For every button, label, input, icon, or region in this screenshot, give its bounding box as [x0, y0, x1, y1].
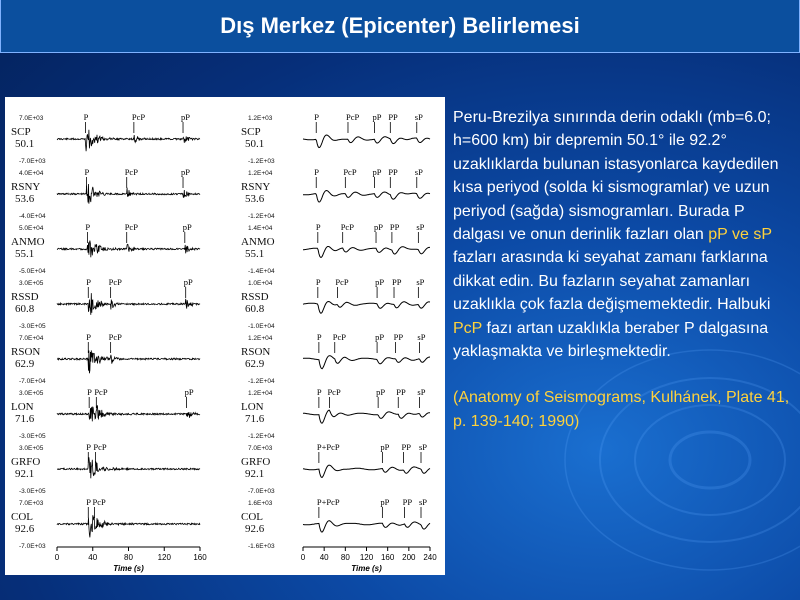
right-phase-label: P [314, 112, 319, 122]
slide-title: Dış Merkez (Epicenter) Belirlemesi [220, 13, 580, 38]
left-trace [57, 515, 200, 537]
right-axis-tick-label: 0 [300, 553, 306, 562]
left-station-code: ANMO [11, 236, 45, 248]
left-amplitude-min: -3.0E+05 [19, 323, 46, 330]
left-phase-label: pP [183, 277, 193, 287]
right-phase-label: PP [402, 497, 413, 507]
left-axis-tick-label: 40 [88, 553, 98, 562]
right-amplitude-min: -1.2E+04 [248, 213, 275, 220]
title-bar [0, 0, 800, 53]
right-axis-tick-label: 240 [423, 553, 437, 562]
left-station-code: LON [11, 401, 34, 413]
right-phase-label: P+PcP [316, 497, 340, 507]
right-amplitude-max: 1.4E+04 [248, 225, 273, 232]
left-trace [57, 293, 200, 315]
left-trace [57, 130, 200, 151]
left-phase-label: P [84, 167, 90, 177]
description-part1: Peru-Brezilya sınırında derin odaklı (mb=6.0; h=600 km) bir depremin 50.1° ile 92.2° uzaklıklarda bulunan istasyonlarca kaydedilen kısa periyod (solda ki sismogramlar) ve uzun periyod (sağda) sismogramları. Burada P dalgası ve onun derinlik fazları olan [453, 109, 779, 244]
right-trace [303, 356, 430, 369]
right-trace [303, 410, 430, 423]
left-station-distance: 62.9 [15, 358, 35, 370]
left-station-code: SCP [11, 126, 31, 138]
highlight-pcp: PcP [453, 319, 483, 337]
left-phase-label: pP [181, 112, 191, 122]
right-phase-label: sP [416, 277, 425, 287]
citation: (Anatomy of Seismograms, Kulhánek, Plate 41, p. 139-140; 1990) [453, 389, 790, 430]
highlight-pp-sp: pP ve sP [708, 226, 772, 244]
right-trace [303, 247, 430, 258]
right-amplitude-max: 1.2E+03 [248, 115, 273, 122]
left-station-code: GRFO [11, 456, 41, 468]
right-phase-label: PP [388, 167, 398, 177]
left-phase-label: P [86, 497, 92, 507]
left-phase-label: PcP [108, 332, 122, 342]
left-station-distance: 53.6 [15, 193, 35, 205]
description-text [453, 106, 795, 363]
left-station-code: COL [11, 511, 33, 523]
left-station-distance: 55.1 [15, 248, 35, 260]
right-phase-label: sP [416, 222, 425, 232]
left-amplitude-max: 7.0E+03 [19, 500, 44, 507]
right-trace [303, 135, 430, 148]
left-amplitude-max: 4.0E+04 [19, 170, 44, 177]
right-phase-label: pP [380, 442, 390, 452]
left-phase-label: P [86, 332, 92, 342]
right-phase-label: pP [374, 222, 384, 232]
right-phase-label: PcP [345, 112, 360, 122]
left-amplitude-max: 7.0E+04 [19, 335, 44, 342]
left-phase-label: P [85, 222, 91, 232]
left-phase-label: pP [181, 167, 191, 177]
right-phase-label: PP [392, 277, 402, 287]
left-trace [57, 350, 200, 373]
left-amplitude-min: -5.0E+04 [19, 268, 46, 275]
left-phase-label: P [83, 112, 89, 122]
right-station-code: SCP [241, 126, 261, 138]
right-axis-tick-label: 160 [380, 553, 395, 562]
right-trace [303, 465, 430, 477]
right-station-code: RSNY [241, 181, 271, 193]
left-time-axis-label: Time (s) [113, 564, 144, 573]
right-amplitude-min: -1.4E+04 [248, 268, 275, 275]
right-station-code: COL [241, 511, 263, 523]
left-amplitude-min: -3.0E+05 [19, 488, 46, 495]
left-amplitude-max: 3.0E+05 [19, 390, 44, 397]
left-axis-tick-label: 0 [54, 553, 60, 562]
right-amplitude-max: 1.2E+04 [248, 390, 273, 397]
right-amplitude-min: -1.2E+03 [248, 158, 275, 165]
right-phase-label: pP [375, 277, 385, 287]
description-part2: fazları arasında ki seyahat zamanı farklarına dikkat edin. Bu fazların seyahat zamanları uzaklıkla çok fazla değişmemektedir. Halbuki [453, 249, 771, 314]
right-station-code: RSON [241, 346, 271, 358]
right-phase-label: PP [401, 442, 412, 452]
right-phase-label: P+PcP [316, 442, 340, 452]
left-amplitude-min: -7.0E+04 [19, 378, 46, 385]
right-amplitude-max: 7.0E+03 [248, 445, 273, 452]
right-phase-label: sP [419, 442, 428, 452]
right-trace [303, 521, 430, 532]
description-part3: fazı artan uzaklıkla beraber P dalgasına yaklaşmakta ve birleşmektedir. [453, 319, 769, 361]
right-phase-label: sP [414, 112, 423, 122]
right-station-distance: 50.1 [245, 138, 265, 150]
left-phase-label: PcP [124, 167, 138, 177]
right-amplitude-min: -1.2E+04 [248, 378, 275, 385]
right-phase-label: PcP [340, 222, 354, 232]
right-phase-label: PcP [343, 167, 357, 177]
left-phase-label: PcP [124, 222, 138, 232]
left-trace [57, 457, 200, 478]
right-phase-label: P [315, 277, 321, 287]
right-trace [303, 191, 430, 203]
seismogram-plot [5, 97, 445, 575]
left-amplitude-max: 3.0E+05 [19, 280, 44, 287]
left-phase-label: pP [182, 222, 192, 232]
left-station-distance: 71.6 [15, 413, 35, 425]
right-station-distance: 71.6 [245, 413, 265, 425]
right-phase-label: sP [414, 167, 423, 177]
right-phase-label: pP [380, 497, 390, 507]
right-phase-label: P [316, 332, 322, 342]
left-phase-label: P [86, 442, 92, 452]
right-phase-label: pP [375, 332, 385, 342]
right-station-code: RSSD [241, 291, 269, 303]
left-phase-label: P [87, 387, 92, 397]
seismogram-figure [5, 97, 445, 575]
left-station-distance: 50.1 [15, 138, 35, 150]
right-axis-tick-label: 40 [319, 553, 329, 562]
right-phase-label: P [316, 387, 322, 397]
right-phase-label: sP [417, 332, 426, 342]
right-trace [303, 302, 430, 314]
right-phase-label: P [314, 167, 319, 177]
left-trace [57, 406, 200, 422]
right-phase-label: pP [376, 387, 386, 397]
right-station-distance: 92.6 [245, 523, 265, 535]
right-amplitude-max: 1.0E+04 [248, 280, 273, 287]
right-phase-label: PP [396, 387, 406, 397]
left-station-code: RSSD [11, 291, 39, 303]
left-phase-label: PcP [92, 497, 106, 507]
right-station-distance: 92.1 [245, 468, 265, 480]
right-phase-label: PP [393, 332, 404, 342]
left-trace [57, 241, 200, 258]
left-phase-label: PcP [94, 387, 108, 397]
right-station-distance: 62.9 [245, 358, 265, 370]
left-amplitude-min: -7.0E+03 [19, 543, 46, 550]
right-phase-label: pP [372, 167, 382, 177]
right-phase-label: PP [389, 222, 400, 232]
right-time-axis-label: Time (s) [351, 564, 382, 573]
right-station-code: GRFO [241, 456, 271, 468]
right-phase-label: PcP [335, 277, 349, 287]
right-phase-label: sP [419, 497, 428, 507]
right-phase-label: P [315, 222, 321, 232]
right-phase-label: PcP [332, 332, 346, 342]
left-amplitude-min: -7.0E+03 [19, 158, 46, 165]
right-amplitude-min: -7.0E+03 [248, 488, 275, 495]
left-phase-label: P [86, 277, 92, 287]
left-trace [57, 184, 200, 204]
right-station-code: LON [241, 401, 264, 413]
right-amplitude-max: 1.2E+04 [248, 335, 273, 342]
left-station-distance: 92.6 [15, 523, 35, 535]
right-axis-tick-label: 200 [402, 553, 416, 562]
right-amplitude-min: -1.6E+03 [248, 543, 275, 550]
left-phase-label: PcP [108, 277, 122, 287]
left-station-code: RSNY [11, 181, 41, 193]
right-phase-label: pP [372, 112, 382, 122]
left-axis-tick-label: 80 [124, 553, 133, 562]
left-amplitude-min: -4.0E+04 [19, 213, 46, 220]
right-station-distance: 53.6 [245, 193, 265, 205]
right-station-distance: 60.8 [245, 303, 265, 315]
right-phase-label: sP [417, 387, 426, 397]
right-amplitude-max: 1.2E+04 [248, 170, 273, 177]
right-phase-label: PP [388, 112, 398, 122]
right-axis-tick-label: 120 [359, 553, 374, 562]
left-amplitude-min: -3.0E+05 [19, 433, 46, 440]
left-amplitude-max: 3.0E+05 [19, 445, 44, 452]
left-station-code: RSON [11, 346, 41, 358]
right-axis-tick-label: 80 [340, 553, 350, 562]
left-amplitude-max: 7.0E+03 [19, 115, 44, 122]
right-amplitude-min: -1.0E+04 [248, 323, 275, 330]
right-amplitude-min: -1.2E+04 [248, 433, 275, 440]
left-axis-tick-label: 160 [193, 553, 207, 562]
left-phase-label: pP [184, 387, 194, 397]
right-phase-label: PcP [327, 387, 341, 397]
left-axis-tick-label: 120 [157, 553, 171, 562]
left-station-distance: 60.8 [15, 303, 35, 315]
right-station-distance: 55.1 [245, 248, 265, 260]
left-phase-label: PcP [93, 442, 107, 452]
left-amplitude-max: 5.0E+04 [19, 225, 44, 232]
left-station-distance: 92.1 [15, 468, 35, 480]
right-station-code: ANMO [241, 236, 275, 248]
left-phase-label: PcP [131, 112, 146, 122]
description-panel [453, 106, 795, 433]
right-amplitude-max: 1.6E+03 [248, 500, 273, 507]
